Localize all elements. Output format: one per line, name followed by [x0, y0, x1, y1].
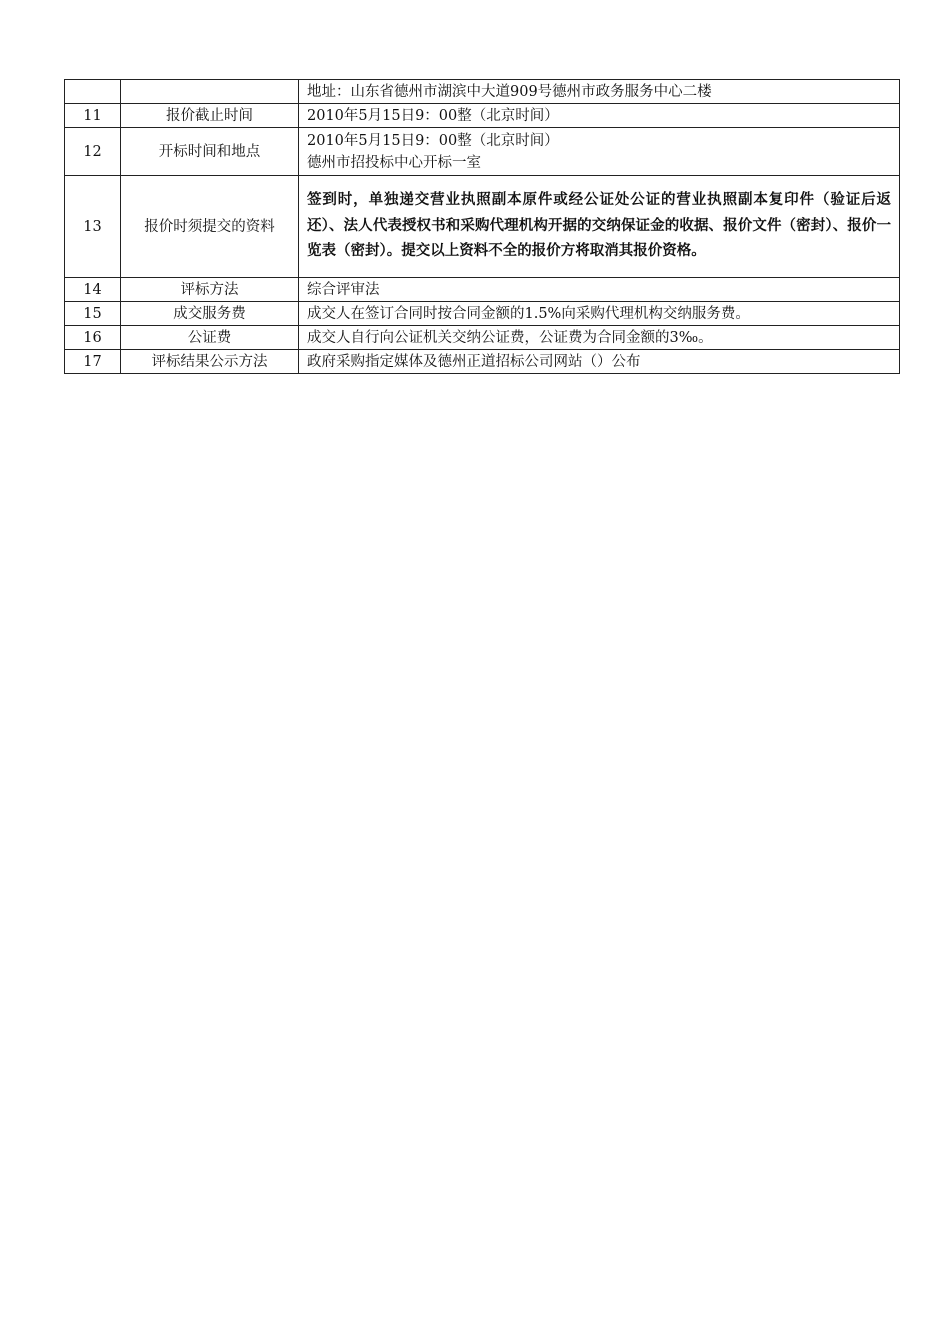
row-content — [299, 350, 900, 374]
content-line: 成交人自行向公证机关交纳公证费，公证费为合同金额的3‰。 — [307, 329, 713, 346]
table-row — [65, 302, 900, 326]
row-content — [299, 80, 900, 104]
table-row — [65, 128, 900, 176]
row-item: 报价截止时间 — [121, 104, 299, 128]
content-line: 2010年5月15日9：00整（北京时间） — [307, 107, 559, 124]
content-line: 地址：山东省德州市湖滨中大道909号德州市政务服务中心二楼 — [307, 83, 712, 100]
content-line: 德州市招投标中心开标一室 — [307, 154, 481, 171]
table-row — [65, 350, 900, 374]
row-item: 成交服务费 — [121, 302, 299, 326]
row-number: 13 — [65, 176, 121, 278]
row-content — [299, 128, 900, 176]
row-number: 11 — [65, 104, 121, 128]
table-row — [65, 278, 900, 302]
table-row — [65, 326, 900, 350]
content-line: 2010年5月15日9：00整（北京时间） — [307, 132, 559, 149]
content-line: 成交人在签订合同时按合同金额的1.5%向采购代理机构交纳服务费。 — [307, 305, 750, 322]
bidding-info-table — [64, 79, 900, 374]
content-line: 政府采购指定媒体及德州正道招标公司网站（）公布 — [307, 353, 641, 370]
row-number: 12 — [65, 128, 121, 176]
row-content — [299, 326, 900, 350]
row-item: 开标时间和地点 — [121, 128, 299, 176]
row-number — [65, 80, 121, 104]
row-number: 14 — [65, 278, 121, 302]
table-row — [65, 104, 900, 128]
row-content — [299, 278, 900, 302]
row-item: 报价时须提交的资料 — [121, 176, 299, 278]
row-content — [299, 104, 900, 128]
row-number: 15 — [65, 302, 121, 326]
row-content — [299, 302, 900, 326]
row-number: 16 — [65, 326, 121, 350]
row-item: 评标方法 — [121, 278, 299, 302]
row-item — [121, 80, 299, 104]
row-item: 公证费 — [121, 326, 299, 350]
table-row — [65, 176, 900, 278]
row-number: 17 — [65, 350, 121, 374]
row-item: 评标结果公示方法 — [121, 350, 299, 374]
content-line: 综合评审法 — [307, 281, 380, 298]
table-row — [65, 80, 900, 104]
row-content: 签到时，单独递交营业执照副本原件或经公证处公证的营业执照副本复印件（验证后返还）、法人代表授权书和采购代理机构开据的交纳保证金的收据、报价文件（密封）、报价一览表（密封）。提交以上资料不全的报价方将取消其报价资格。 — [299, 176, 900, 278]
